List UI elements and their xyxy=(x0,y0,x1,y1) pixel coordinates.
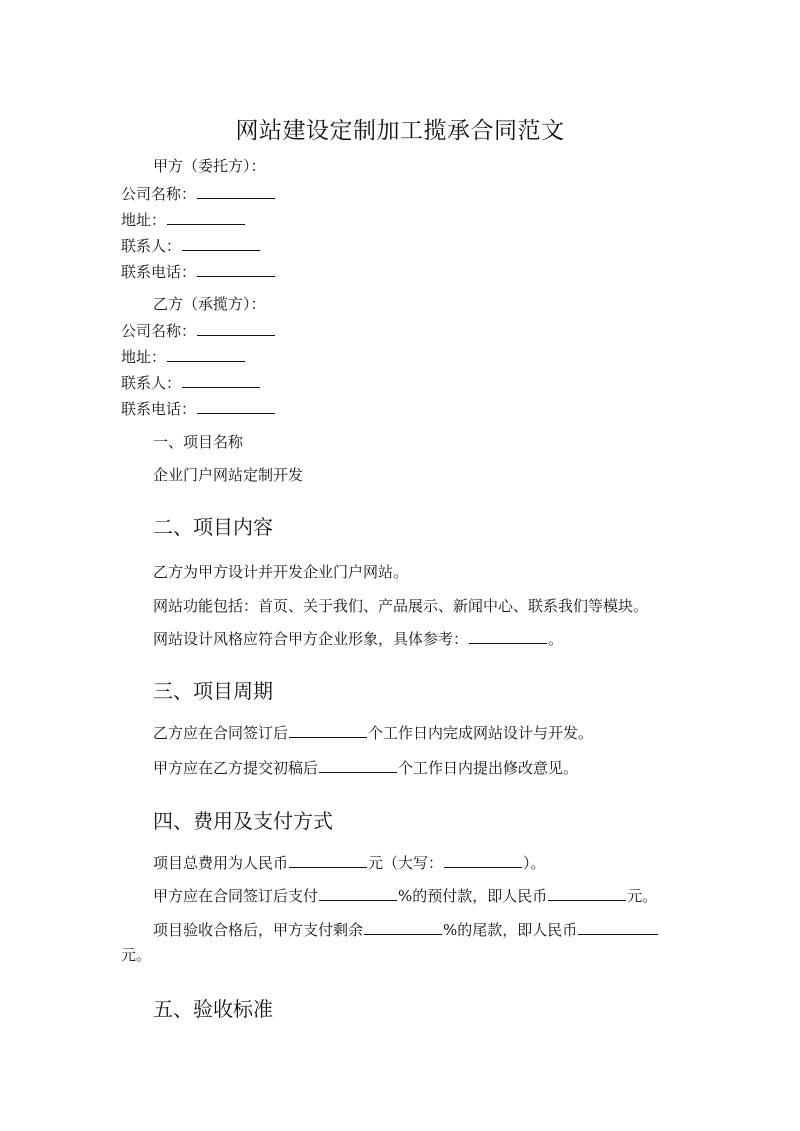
document-title: 网站建设定制加工揽承合同范文 xyxy=(235,118,565,144)
section-4-p3-cont: 元。 xyxy=(121,946,152,964)
fill-blank xyxy=(167,209,245,225)
party-a-header: 甲方（委托方）： xyxy=(153,157,266,175)
fill-blank xyxy=(444,852,522,868)
section-3-heading: 三、项目周期 xyxy=(153,679,273,703)
fill-blank xyxy=(319,757,397,773)
fill-blank xyxy=(548,885,626,901)
fill-blank xyxy=(289,722,367,738)
section-4-heading: 四、费用及支付方式 xyxy=(153,809,333,833)
section-3-p1: 乙方应在合同签订后 个工作日内完成网站设计与开发。 xyxy=(153,724,594,742)
party-a-company: 公司名称： xyxy=(121,183,276,204)
fill-blank xyxy=(197,261,275,277)
fill-blank xyxy=(289,852,367,868)
party-a-phone: 联系电话： xyxy=(121,261,276,282)
fill-blank xyxy=(197,398,275,414)
party-b-company: 公司名称： xyxy=(121,320,276,341)
fill-blank xyxy=(319,885,397,901)
section-2-p1: 乙方为甲方设计并开发企业门户网站。 xyxy=(153,563,409,581)
fill-blank xyxy=(469,628,547,644)
fill-blank xyxy=(364,919,442,935)
section-2-p3: 网站设计风格应符合甲方企业形象，具体参考： 。 xyxy=(153,630,564,648)
fill-blank xyxy=(197,320,275,336)
fill-blank xyxy=(182,372,260,388)
section-1-text: 企业门户网站定制开发 xyxy=(153,466,304,484)
party-a-contact: 联系人： xyxy=(121,235,261,256)
party-b-header: 乙方（承揽方）： xyxy=(153,295,266,313)
section-4-p3: 项目验收合格后，甲方支付剩余 %的尾款，即人民币 xyxy=(153,919,659,940)
section-4-p2: 甲方应在合同签订后支付 %的预付款，即人民币 元。 xyxy=(153,887,658,905)
section-2-heading: 二、项目内容 xyxy=(153,515,273,539)
party-b-phone: 联系电话： xyxy=(121,398,276,419)
party-a-address: 地址： xyxy=(121,209,246,230)
fill-blank xyxy=(197,183,275,199)
section-5-heading: 五、验收标准 xyxy=(153,997,273,1021)
fill-blank xyxy=(182,235,260,251)
fill-blank xyxy=(578,919,658,935)
party-b-contact: 联系人： xyxy=(121,372,261,393)
section-3-p2: 甲方应在乙方提交初稿后 个工作日内提出修改意见。 xyxy=(153,759,579,777)
section-1-heading: 一、项目名称 xyxy=(153,433,244,451)
fill-blank xyxy=(167,346,245,362)
section-4-p1: 项目总费用为人民币 元（大写： ）。 xyxy=(153,854,546,872)
section-2-p2: 网站功能包括：首页、关于我们、产品展示、新闻中心、联系我们等模块。 xyxy=(153,597,649,615)
party-b-address: 地址： xyxy=(121,346,246,367)
